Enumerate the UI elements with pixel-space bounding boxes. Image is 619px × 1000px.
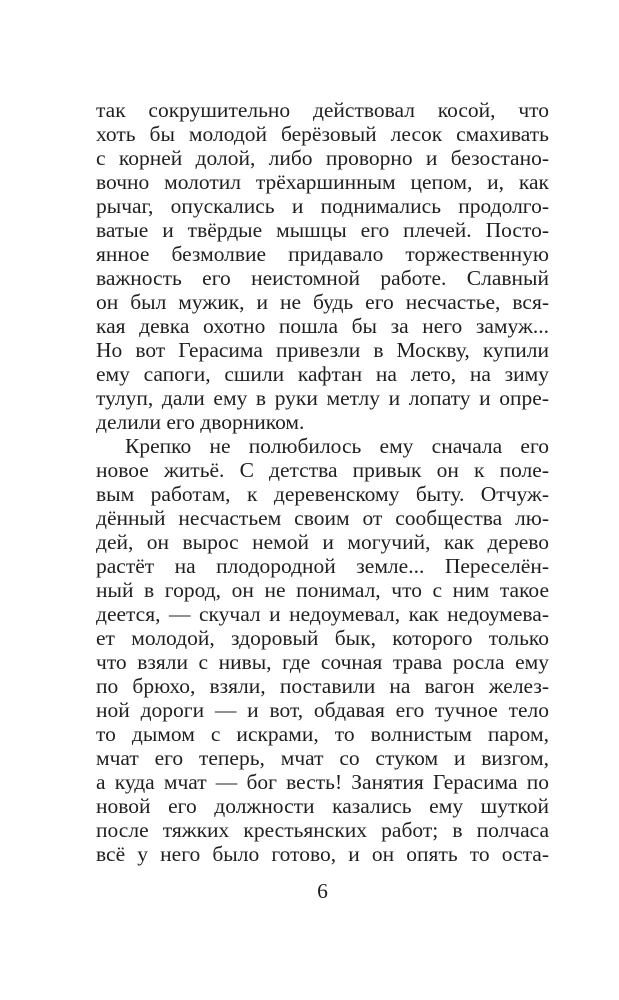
text-line: дей, он вырос немой и могучий, как дерево (96, 530, 549, 554)
text-line: делили его дворником. (96, 410, 305, 434)
text-line: янное безмолвие придавало торжественную (96, 242, 549, 266)
text-line: он был мужик, и не будь его несчастье, вся- (96, 290, 549, 314)
text-line: вым работам, к деревенскому быту. Отчуж- (96, 482, 549, 506)
text-line: растёт на плодородной земле... Переселён- (96, 554, 549, 578)
text-line: что взяли с нивы, где сочная трава росла ему (96, 650, 549, 674)
text-line: мчат его теперь, мчат со стуком и визгом, (96, 746, 549, 770)
text-line: ет молодой, здоровый бык, которого только (96, 626, 549, 650)
text-line: ной дороги — и вот, обдавая его тучное тело (96, 698, 549, 722)
text-line: всё у него было готово, и он опять то оста- (96, 842, 549, 866)
page-text (96, 98, 549, 866)
text-line: Но вот Герасима привезли в Москву, купили (96, 338, 549, 362)
text-line: а куда мчат — бог весть! Занятия Герасима по (96, 770, 549, 794)
text-line: то дымом с искрами, то волнистым паром, (96, 722, 549, 746)
text-line: после тяжких крестьянских работ; в полчаса (96, 818, 549, 842)
text-line: ватые и твёрдые мышцы его плечей. Посто- (96, 218, 549, 242)
text-line: важность его неистомной работе. Славный (96, 266, 549, 290)
text-line: дённый несчастьем своим от сообщества лю- (96, 506, 549, 530)
text-line: ему сапоги, сшили кафтан на лето, на зиму (96, 362, 549, 386)
text-line: ный в город, он не понимал, что с ним такое (96, 578, 549, 602)
text-line: Крепко не полюбилось ему сначала его (125, 434, 549, 458)
text-line: хоть бы молодой берёзовый лесок смахивать (96, 122, 549, 146)
text-line: рычаг, опускались и поднимались продолго- (96, 194, 549, 218)
page-number: 6 (317, 879, 328, 903)
text-line: новое житьё. С детства привык он к поле- (96, 458, 549, 482)
text-line: вочно молотил трёхаршинным цепом, и, как (96, 170, 549, 194)
text-line: новой его должности казались ему шуткой (96, 794, 549, 818)
text-line: так сокрушительно действовал косой, что (96, 98, 549, 122)
text-line: деется, — скучал и недоумевал, как недоумева- (96, 602, 549, 626)
text-line: тулуп, дали ему в руки метлу и лопату и опре- (96, 386, 549, 410)
text-line: кая девка охотно пошла бы за него замуж... (96, 314, 549, 338)
text-line: по брюхо, взяли, поставили на вагон желез- (96, 674, 549, 698)
text-line: с корней долой, либо проворно и безостано- (96, 146, 549, 170)
